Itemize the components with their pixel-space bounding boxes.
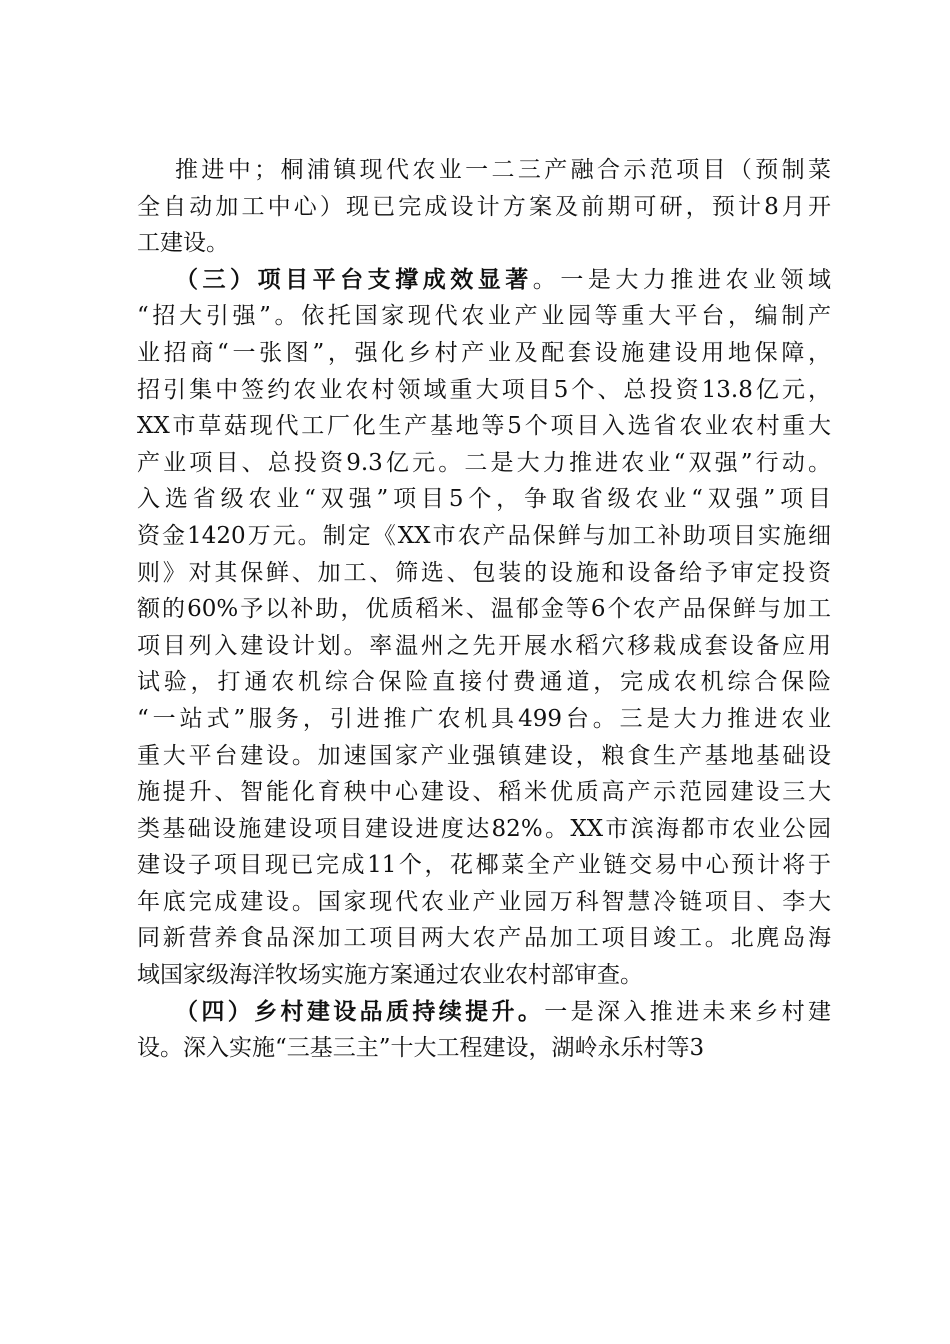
body-text: 工建设。 [137, 230, 229, 257]
text-line [137, 628, 831, 665]
text-line [137, 1030, 831, 1067]
body-text: 施提升、智能化育秧中心建设、稻米优质高产示范园建设三大 [137, 779, 831, 806]
text-line [137, 738, 831, 775]
body-text: 全自动加工中心）现已完成设计方案及前期可研，预计8月开 [137, 193, 831, 220]
text-line [137, 664, 831, 701]
body-text: 。一是大力推进农业领域 [532, 266, 832, 293]
section-heading: （四）乡村建设品质持续提升。 [175, 997, 545, 1025]
body-text: 设。深入实施“三基三主”十大工程建设，湖岭永乐村等3 [137, 1035, 705, 1062]
body-text: 重大平台建设。加速国家产业强镇建设，粮食生产基地基础设 [137, 742, 831, 769]
document-page [137, 152, 831, 1067]
text-line [137, 518, 831, 555]
text-line [137, 920, 831, 957]
body-text: 域国家级海洋牧场实施方案通过农业农村部审查。 [137, 962, 643, 989]
body-text: 招引集中签约农业农村领域重大项目5个、总投资13.8亿元， [137, 376, 831, 403]
body-text: 业招商“一张图”，强化乡村产业及配套设施建设用地保障， [137, 339, 831, 366]
text-line [137, 957, 831, 994]
text-line [137, 591, 831, 628]
text-line [137, 408, 831, 445]
text-line [137, 445, 831, 482]
body-text: 额的60%予以补助，优质稻米、温郁金等6个农产品保鲜与加工 [137, 596, 831, 623]
text-line [137, 189, 831, 226]
text-line [137, 481, 831, 518]
text-line [137, 884, 831, 921]
text-line [137, 811, 831, 848]
section-heading: （三）项目平台支撑成效显著 [175, 265, 533, 293]
text-line [137, 774, 831, 811]
body-text: 资金1420万元。制定《XX市农产品保鲜与加工补助项目实施细 [137, 522, 831, 549]
body-text: 试验，打通农机综合保险直接付费通道，完成农机综合保险 [137, 669, 831, 696]
body-text: 入选省级农业“双强”项目5个，争取省级农业“双强”项目 [137, 486, 831, 513]
text-line [137, 372, 831, 409]
body-text: “一站式”服务，引进推广农机具499台。三是大力推进农业 [137, 705, 831, 732]
text-line [137, 298, 831, 335]
text-line [137, 847, 831, 884]
body-text: “招大引强”。依托国家现代农业产业园等重大平台，编制产 [137, 303, 831, 330]
text-line [137, 335, 831, 372]
text-line [137, 994, 831, 1031]
body-text: 项目列入建设计划。率温州之先开展水稻穴移栽成套设备应用 [137, 632, 831, 659]
body-text: 年底完成建设。国家现代农业产业园万科智慧冷链项目、李大 [137, 888, 831, 915]
body-text: 类基础设施建设项目建设进度达82%。XX市滨海都市农业公园 [137, 815, 831, 842]
text-line [137, 555, 831, 592]
body-text: XX市草菇现代工厂化生产基地等5个项目入选省农业农村重大 [137, 413, 831, 440]
text-line [137, 701, 831, 738]
body-text: 建设子项目现已完成11个，花椰菜全产业链交易中心预计将于 [137, 852, 831, 879]
body-text: 推进中；桐浦镇现代农业一二三产融合示范项目（预制菜 [175, 157, 831, 183]
text-line [137, 152, 831, 189]
text-line [137, 225, 831, 262]
body-text: 同新营养食品深加工项目两大农产品加工项目竣工。北麂岛海 [137, 925, 831, 952]
text-line [137, 262, 831, 299]
body-text: 一是深入推进未来乡村建 [544, 998, 831, 1025]
body-text: 产业项目、总投资9.3亿元。二是大力推进农业“双强”行动。 [137, 449, 831, 476]
body-text: 则》对其保鲜、加工、筛选、包装的设施和设备给予审定投资 [137, 559, 831, 586]
